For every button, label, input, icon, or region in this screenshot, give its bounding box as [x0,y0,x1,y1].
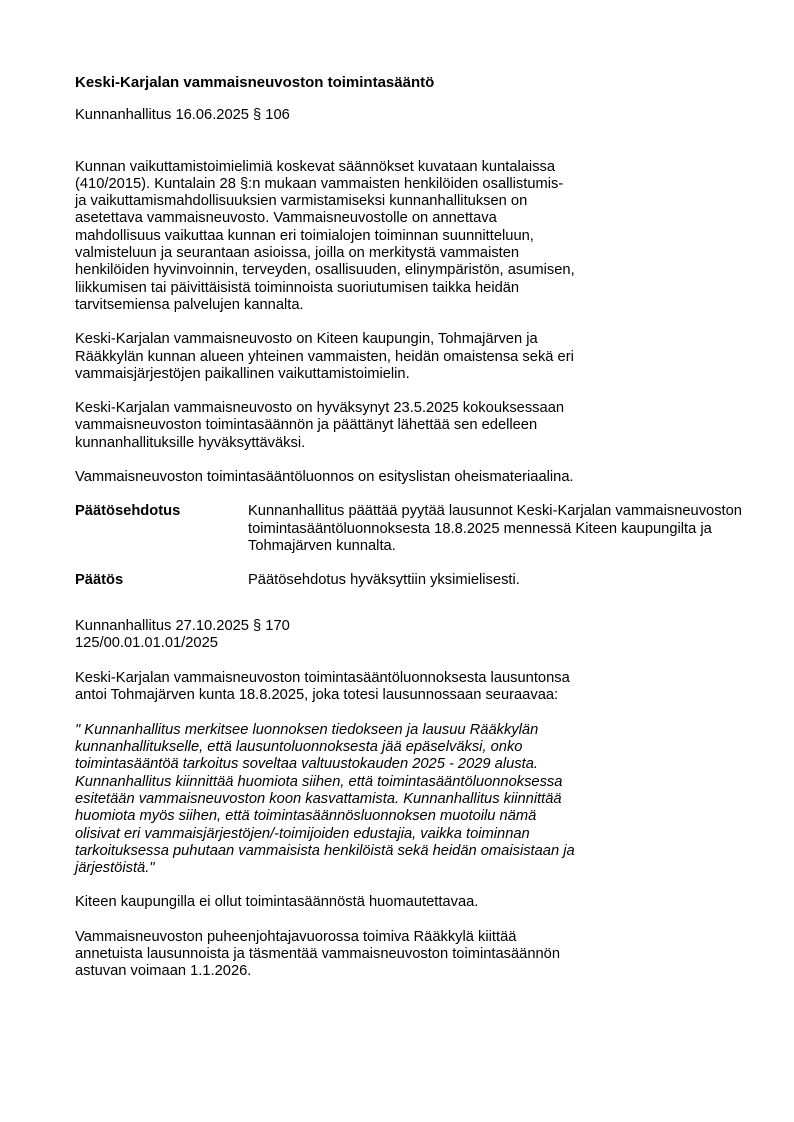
section2-case-number: 125/00.01.01.01/2025 [75,634,218,651]
decision-proposal-text: Kunnanhallitus päättää pyytää lausunnot Keski-Karjalan vammaisneuvoston toimintasääntöluonnoksesta 18.8.2025 mennessä Kiteen kaupungilta ja Tohmajärven kunnalta. [248,503,742,554]
decision-proposal-row [75,503,748,555]
decision-row [75,572,748,589]
paragraph-council-scope: Keski-Karjalan vammaisneuvosto on Kiteen kaupungin, Tohmajärven ja Rääkkylän kunnan alueen yhteinen vammaisten, heidän omaistensa sekä eri vammaisjärjestöjen paikallinen vaikuttamistoimielin. [75,331,574,382]
paragraph-raakkyla-conclusion: Vammaisneuvoston puheenjohtajavuorossa toimiva Rääkkylä kiittää annetuista lausunnoista ja täsmentää vammaisneuvoston toimintasäännön astuvan voimaan 1.1.2026. [75,928,560,980]
paragraph-background-law: Kunnan vaikuttamistoimielimiä koskevat säännökset kuvataan kuntalaissa (410/2015). Kuntalain 28 §:n mukaan vammaisten henkilöiden osallistumis- ja vaikuttamismahdollisuuksien varmistamiseksi kunnanhallituksen on asetettava vammaisneuvosto. Vammaisneuvostolle on annettava mahdollisuus vaikuttaa kunnan eri toimialojen toiminnan suunnitteluun, valmisteluun ja seurantaan asioissa, joilla on merkitystä vammaisten henkilöiden hyvinvoinnin, terveyden, osallisuuden, elinympäristön, asumisen, liikkumisen tai päivittäisistä toiminnoista suoriutumisen taikka heidän tarvitsemiensa palvelujen kannalta. [75,158,575,313]
paragraph-attachment-note: Vammaisneuvoston toimintasääntöluonnos on esityslistan oheismateriaalina. [75,469,574,486]
decision-label: Päätös [75,572,124,589]
paragraph-kitee-note: Kiteen kaupungilla ei ollut toimintasäännöstä huomautettavaa. [75,894,479,911]
paragraph-tohmajarvi-quote: " Kunnanhallitus merkitsee luonnoksen tiedokseen ja lausuu Rääkkylän kunnanhallitukselle, että lausuntoluonnoksesta jää epäselväksi, onko toimintasääntöä tarkoitus soveltaa valtuustokauden 2025 - 2029 alusta. Kunnanhallitus kiinnittää huomiota siihen, että toimintasääntöluonnoksessa esitetään vammaisneuvoston koon kasvattamista. Kunnanhallitus kiinnittää huomiota myös siihen, että toimintasäännösluonnoksen muotoilu nämä olisivat eri vammaisjärjestöjen/-toimijoiden edustajia, vaikka toiminnan tarkoituksessa puhutaan vammaisista henkilöistä sekä heidän omaisistaan ja järjestöistä." [75,721,575,877]
document-title: Keski-Karjalan vammaisneuvoston toimintasääntö [75,74,435,91]
paragraph-council-approval: Keski-Karjalan vammaisneuvosto on hyväksynyt 23.5.2025 kokouksessaan vammaisneuvoston toimintasäännön ja päättänyt lähettää sen edelleen kunnanhallituksille hyväksyttäväksi. [75,400,565,451]
section2-heading-block [75,618,748,653]
decision-text: Päätösehdotus hyväksyttiin yksimielisesti. [248,572,520,589]
section1-header: Kunnanhallitus 16.06.2025 § 106 [75,107,290,124]
section2-header: Kunnanhallitus 27.10.2025 § 170 [75,617,290,634]
paragraph-statement-intro: Keski-Karjalan vammaisneuvoston toimintasääntöluonnoksesta lausuntonsa antoi Tohmajärven kunta 18.8.2025, joka totesi lausunnossaan seuraavaa: [75,670,570,704]
decision-proposal-label: Päätösehdotus [75,503,181,520]
